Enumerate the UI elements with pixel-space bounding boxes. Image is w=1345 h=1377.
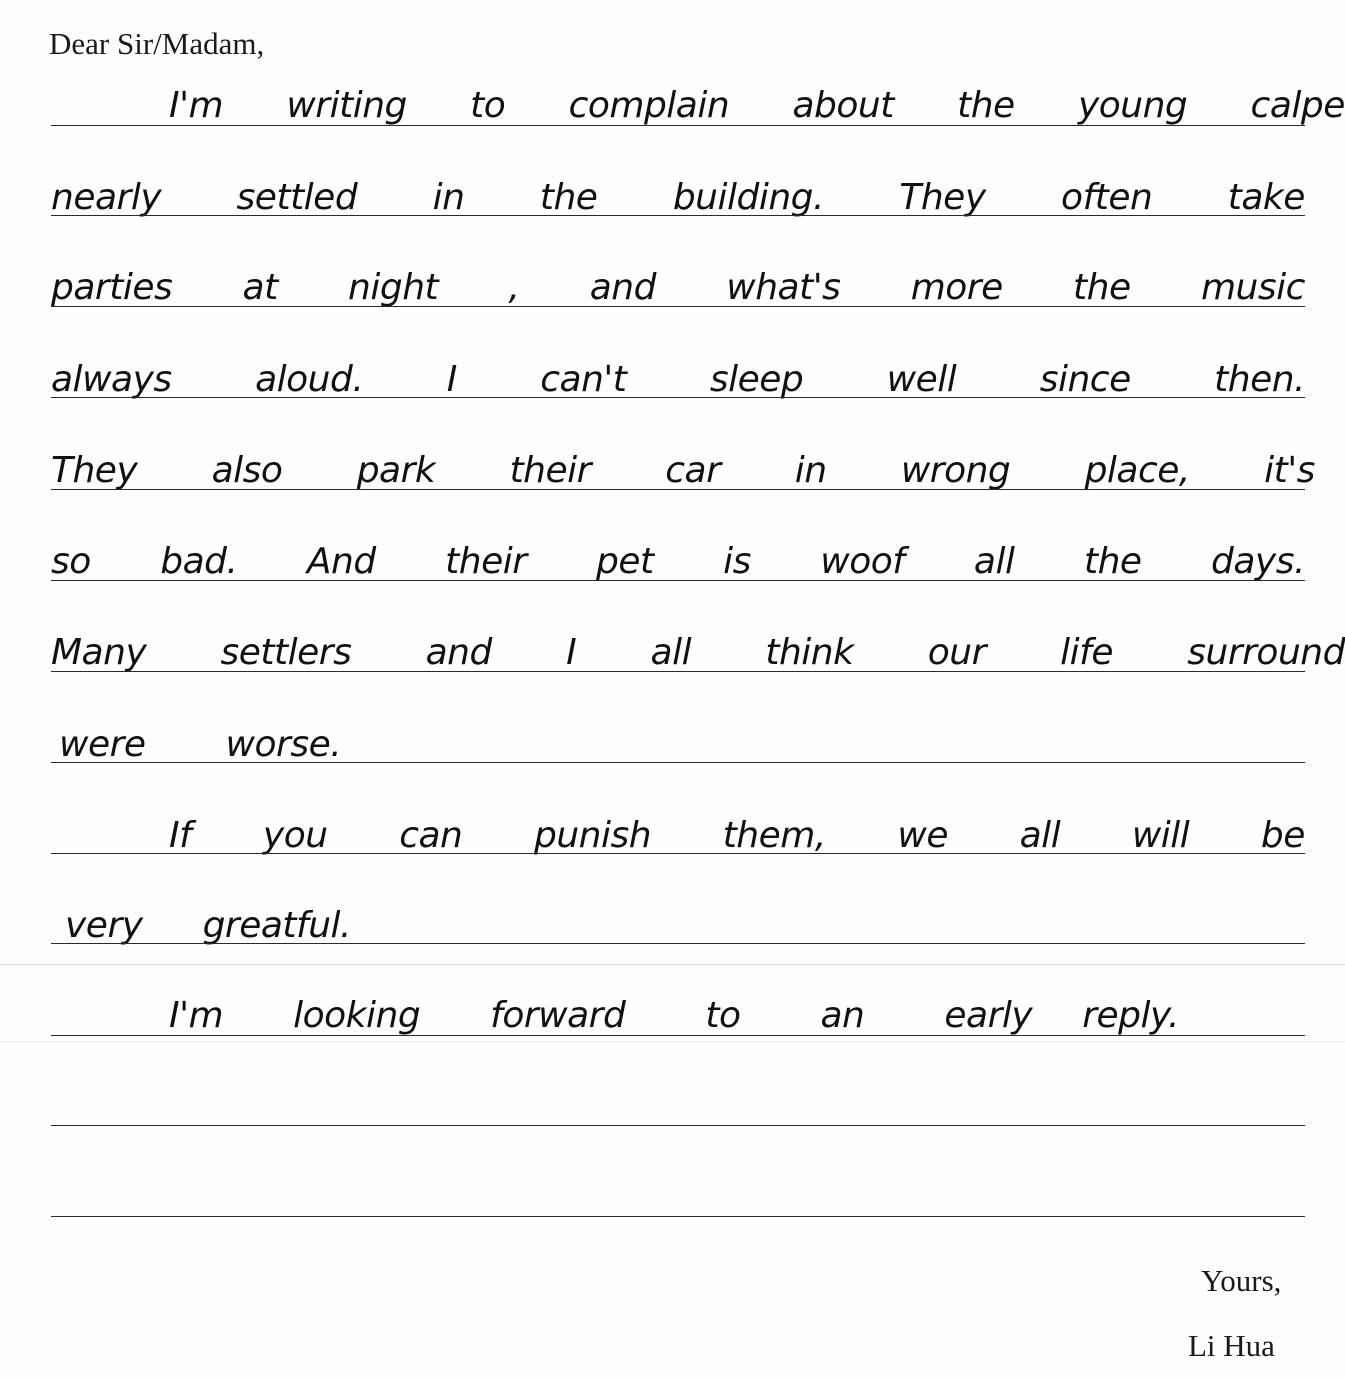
handwritten-line-2	[51, 158, 1305, 218]
word: you	[262, 815, 328, 856]
word: all	[973, 541, 1015, 582]
ruled-line	[51, 306, 1305, 307]
word: well	[886, 359, 957, 400]
word: settlers	[220, 632, 352, 673]
word: nearly	[51, 177, 162, 218]
word: pet	[596, 541, 654, 582]
closing: Yours,	[1201, 1263, 1282, 1298]
word: Many	[51, 632, 147, 673]
handwritten-line-1	[51, 66, 1345, 126]
word: night	[348, 267, 439, 308]
word: in	[432, 177, 465, 218]
word: worse.	[225, 724, 342, 765]
word: their	[445, 541, 527, 582]
word: were	[59, 724, 146, 765]
word: be	[1260, 815, 1305, 856]
word: also	[211, 450, 283, 491]
word: so	[51, 541, 91, 582]
word: and	[425, 632, 492, 673]
word: aloud.	[255, 359, 364, 400]
word: is	[723, 541, 751, 582]
word: parties	[51, 267, 173, 308]
handwritten-line-3	[51, 248, 1305, 308]
scan-fold-line	[0, 1041, 1345, 1042]
word: looking	[293, 995, 421, 1036]
word: days.	[1211, 541, 1305, 582]
ruled-line	[51, 489, 1305, 490]
word: an	[820, 995, 865, 1036]
word: forward	[490, 995, 626, 1036]
word: will	[1131, 815, 1190, 856]
word: can't	[540, 359, 627, 400]
word: in	[794, 450, 827, 491]
ruled-line	[51, 671, 1305, 672]
signature: Li Hua	[1188, 1328, 1275, 1363]
word: music	[1200, 267, 1305, 308]
word: car	[665, 450, 721, 491]
word: I	[446, 359, 457, 400]
word: the	[957, 85, 1015, 126]
word: their	[509, 450, 591, 491]
word: calpe	[1250, 85, 1345, 126]
word: then.	[1214, 359, 1305, 400]
word: sleep	[709, 359, 804, 400]
ruled-line	[51, 215, 1305, 216]
word: And	[306, 541, 376, 582]
word: can	[399, 815, 463, 856]
handwritten-line-8	[51, 705, 1305, 765]
ruled-line	[51, 397, 1305, 398]
word: all	[650, 632, 692, 673]
word: think	[765, 632, 854, 673]
word: it's	[1264, 450, 1315, 491]
handwritten-line-11	[51, 976, 1305, 1036]
word: our	[927, 632, 986, 673]
word: I'm	[169, 995, 224, 1036]
word: at	[242, 267, 278, 308]
word: They	[51, 450, 138, 491]
word: what's	[726, 267, 841, 308]
word: park	[356, 450, 436, 491]
word: bad.	[160, 541, 238, 582]
word: woof	[820, 541, 905, 582]
handwritten-line-10	[51, 886, 1305, 946]
word: They	[899, 177, 986, 218]
ruled-line	[51, 1125, 1305, 1126]
word: often	[1061, 177, 1153, 218]
word: ,	[508, 267, 520, 308]
word: to	[470, 85, 506, 126]
handwritten-line-6	[51, 522, 1305, 582]
handwritten-line-9	[51, 796, 1305, 856]
word: surround	[1187, 632, 1345, 673]
ruled-line	[51, 125, 1305, 126]
word: writing	[286, 85, 407, 126]
word: greatful.	[202, 905, 351, 946]
word: them,	[722, 815, 826, 856]
word: the	[1073, 267, 1131, 308]
salutation: Dear Sir/Madam,	[49, 26, 265, 61]
ruled-line	[51, 1035, 1305, 1036]
word: very	[65, 905, 143, 946]
word: I	[566, 632, 577, 673]
word: about	[792, 85, 894, 126]
ruled-line	[51, 943, 1305, 944]
word: complain	[568, 85, 730, 126]
ruled-line	[51, 762, 1305, 763]
word: to	[705, 995, 741, 1036]
word: since	[1039, 359, 1131, 400]
ruled-line	[51, 580, 1305, 581]
scan-fold-line	[0, 964, 1345, 965]
word: always	[51, 359, 172, 400]
word: wrong	[900, 450, 1011, 491]
word: I'm	[169, 85, 224, 126]
word: life	[1060, 632, 1113, 673]
word: the	[1083, 541, 1142, 582]
word: early	[944, 995, 1033, 1036]
word: all	[1019, 815, 1061, 856]
word: reply.	[1082, 995, 1179, 1036]
word: building.	[672, 177, 824, 218]
handwritten-line-5	[51, 431, 1315, 491]
word: the	[539, 177, 598, 218]
word: If	[169, 815, 192, 856]
word: and	[589, 267, 656, 308]
word: young	[1077, 85, 1188, 126]
word: take	[1227, 177, 1305, 218]
word: more	[910, 267, 1003, 308]
word: settled	[236, 177, 358, 218]
handwritten-line-7	[51, 613, 1345, 673]
ruled-line	[51, 853, 1305, 854]
ruled-line	[51, 1216, 1305, 1217]
word: we	[897, 815, 948, 856]
word: punish	[534, 815, 652, 856]
word: place,	[1084, 450, 1190, 491]
handwritten-line-4	[51, 340, 1305, 400]
